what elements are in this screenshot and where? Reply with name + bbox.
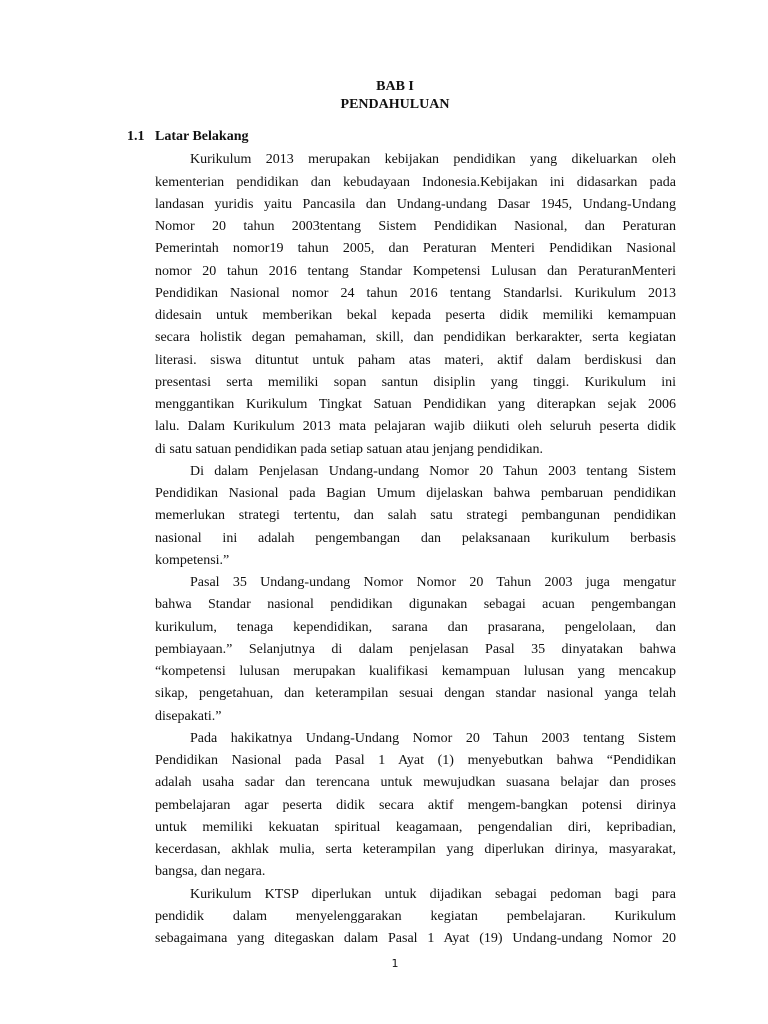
paragraph-line: pembelajaran agar peserta didik secara aktif mengem-bangkan potensi dirinya bbox=[155, 798, 676, 813]
paragraph-line: landasan yuridis yaitu Pancasila dan Undang-undang Dasar 1945, Undang-Undang bbox=[155, 197, 676, 212]
paragraph-line: kompetensi.” bbox=[155, 553, 230, 568]
paragraph-line: kurikulum, tenaga kependidikan, sarana dan prasarana, pengelolaan, dan bbox=[155, 620, 676, 635]
section-title: Latar Belakang bbox=[155, 129, 249, 144]
paragraph-line: sikap, pengetahuan, dan keterampilan sesuai dengan standar nasional yanga telah bbox=[155, 686, 676, 701]
paragraph-line: bangsa, dan negara. bbox=[155, 864, 266, 879]
paragraph-line: menggantikan Kurikulum Tingkat Satuan Pendidikan yang diterapkan sejak 2006 bbox=[155, 397, 676, 412]
paragraph-line: bahwa Standar nasional pendidikan digunakan sebagai acuan pengembangan bbox=[155, 597, 676, 612]
page-number: 1 bbox=[391, 957, 399, 970]
paragraph-line: Pendidikan Nasional pada Pasal 1 Ayat (1) menyebutkan bahwa “Pendidikan bbox=[155, 753, 676, 768]
paragraph-line: Pendidikan Nasional nomor 24 tahun 2016 tentang Standarlsi. Kurikulum 2013 bbox=[155, 286, 676, 301]
paragraph-line: Kurikulum KTSP diperlukan untuk dijadikan sebagai pedoman bagi para bbox=[190, 887, 676, 902]
paragraph-line: Kurikulum 2013 merupakan kebijakan pendidikan yang dikeluarkan oleh bbox=[190, 152, 676, 167]
paragraph-line: lalu. Dalam Kurikulum 2013 mata pelajaran wajib diikuti oleh seluruh peserta didik bbox=[155, 419, 676, 434]
paragraph-line: “kompetensi lulusan merupakan kualifikasi kemampuan lulusan yang mencakup bbox=[155, 664, 676, 679]
paragraph-line: Pendidikan Nasional pada Bagian Umum dijelaskan bahwa pembaruan pendidikan bbox=[155, 486, 676, 501]
paragraph-line: memerlukan strategi tertentu, dan salah satu strategi pembangunan pendidikan bbox=[155, 508, 676, 523]
paragraph-line: disepakati.” bbox=[155, 709, 222, 724]
paragraph-line: presentasi serta memiliki sopan santun disiplin yang tinggi. Kurikulum ini bbox=[155, 375, 676, 390]
paragraph-line: kementerian pendidikan dan kebudayaan Indonesia.Kebijakan ini didasarkan pada bbox=[155, 175, 676, 190]
paragraph-line: Di dalam Penjelasan Undang-undang Nomor 20 Tahun 2003 tentang Sistem bbox=[190, 464, 676, 479]
section-number: 1.1 bbox=[127, 129, 145, 144]
paragraph-line: adalah usaha sadar dan terencana untuk mewujudkan suasana belajar dan proses bbox=[155, 775, 676, 790]
paragraph-line: untuk memiliki kekuatan spiritual keagamaan, pengendalian diri, kepribadian, bbox=[155, 820, 676, 835]
paragraph-line: nomor 20 tahun 2016 tentang Standar Kompetensi Lulusan dan PeraturanMenteri bbox=[155, 264, 676, 279]
chapter-label: BAB I bbox=[376, 79, 414, 94]
section-heading bbox=[127, 129, 248, 145]
paragraph-line: pendidik dalam menyelenggarakan kegiatan pembelajaran. Kurikulum bbox=[155, 909, 676, 924]
paragraph-line: pembiayaan.” Selanjutnya di dalam penjelasan Pasal 35 dinyatakan bahwa bbox=[155, 642, 676, 657]
paragraph-line: Pemerintah nomor19 tahun 2005, dan Peraturan Menteri Pendidikan Nasional bbox=[155, 241, 676, 256]
paragraph-line: di satu satuan pendidikan pada setiap satuan atau jenjang pendidikan. bbox=[155, 442, 543, 457]
paragraph-line: secara holistik degan pemahaman, skill, dan pendidikan berkarakter, serta kegiatan bbox=[155, 330, 676, 345]
chapter-title: PENDAHULUAN bbox=[340, 97, 450, 112]
paragraph-line: Pasal 35 Undang-undang Nomor Nomor 20 Tahun 2003 juga mengatur bbox=[190, 575, 676, 590]
paragraph-line: Nomor 20 tahun 2003tentang Sistem Pendidikan Nasional, dan Peraturan bbox=[155, 219, 676, 234]
paragraph-line: nasional ini adalah pengembangan dan pelaksanaan kurikulum berbasis bbox=[155, 531, 676, 546]
paragraph-line: literasi. siswa dituntut untuk paham atas materi, aktif dalam berdiskusi dan bbox=[155, 353, 676, 368]
paragraph-line: didesain untuk memberikan bekal kepada peserta didik memiliki kemampuan bbox=[155, 308, 676, 323]
paragraph-line: kecerdasan, akhlak mulia, serta keterampilan yang diperlukan dirinya, masyarakat, bbox=[155, 842, 676, 857]
paragraph-line: sebagaimana yang ditegaskan dalam Pasal 1 Ayat (19) Undang-undang Nomor 20 bbox=[155, 931, 676, 946]
paragraph-line: Pada hakikatnya Undang-Undang Nomor 20 Tahun 2003 tentang Sistem bbox=[190, 731, 676, 746]
